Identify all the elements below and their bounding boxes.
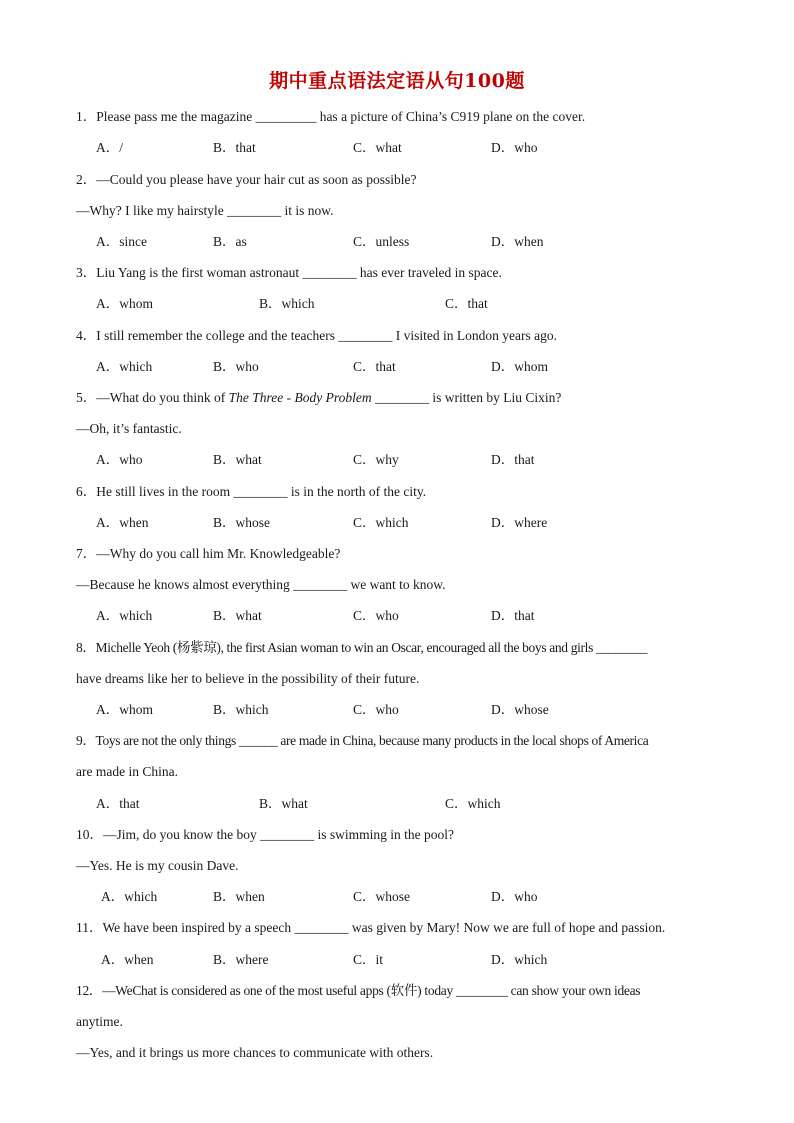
question-9-stem: 9．Toys are not the only things ______ are made in China, because many products in the local shops of America	[76, 733, 649, 748]
question-12-continued: anytime.	[76, 1014, 123, 1029]
question-7-reply: —Because he knows almost everything ________ we want to know.	[76, 577, 446, 592]
q6-option-d: D．where	[491, 515, 548, 530]
q1-option-a: A．/	[96, 140, 123, 155]
q5-stem-end: ________ is written by Liu Cixin?	[371, 390, 562, 405]
question-5-stem	[76, 389, 561, 407]
question-1-stem: 1．Please pass me the magazine _________ has a picture of China’s C919 plane on the cover.	[76, 109, 586, 124]
question-2-stem: 2．—Could you please have your hair cut as soon as possible?	[76, 172, 417, 187]
question-12-stem: 12．—WeChat is considered as one of the most useful apps (软件) today ________ can show your own ideas	[76, 983, 641, 998]
q11-option-b: B．where	[213, 952, 269, 967]
q5-book-title: The Three - Body Problem	[228, 390, 372, 405]
q5-option-c: C．why	[353, 452, 399, 467]
q6-option-b: B．whose	[213, 515, 270, 530]
q1-option-b: B．that	[213, 140, 256, 155]
question-7-stem: 7．—Why do you call him Mr. Knowledgeable?	[76, 546, 341, 561]
q8-option-a: A．whom	[96, 702, 153, 717]
question-4-stem: 4．I still remember the college and the teachers ________ I visited in London years ago.	[76, 328, 557, 343]
q5-option-d: D．that	[491, 452, 535, 467]
q4-option-d: D．whom	[491, 359, 548, 374]
q7-option-d: D．that	[491, 608, 535, 623]
q4-option-a: A．which	[96, 359, 153, 374]
q4-option-b: B．who	[213, 359, 259, 374]
q10-option-b: B．when	[213, 889, 265, 904]
question-11-stem: 11．We have been inspired by a speech ________ was given by Mary! Now we are full of hope and passion.	[76, 920, 666, 935]
q2-option-d: D．when	[491, 234, 544, 249]
q3-option-b: B．which	[259, 296, 315, 311]
q7-option-a: A．which	[96, 608, 153, 623]
q9-option-b: B．what	[259, 796, 308, 811]
q11-option-d: D．which	[491, 952, 548, 967]
q5-option-b: B．what	[213, 452, 262, 467]
q8-option-c: C．who	[353, 702, 399, 717]
q7-option-b: B．what	[213, 608, 262, 623]
q6-option-c: C．which	[353, 515, 409, 530]
q5-option-a: A．who	[96, 452, 143, 467]
q10-option-a: A．which	[101, 889, 158, 904]
page-title: 期中重点语法定语从句100题	[269, 70, 525, 92]
q1-option-d: D．who	[491, 140, 538, 155]
question-10-stem: 10．—Jim, do you know the boy ________ is swimming in the pool?	[76, 827, 454, 842]
q3-option-c: C．that	[445, 296, 488, 311]
q9-option-a: A．that	[96, 796, 140, 811]
q4-option-c: C．that	[353, 359, 396, 374]
q11-option-a: A．when	[101, 952, 154, 967]
q8-option-d: D．whose	[491, 702, 549, 717]
question-2-reply: —Why? I like my hairstyle ________ it is now.	[76, 203, 334, 218]
q1-option-c: C．what	[353, 140, 402, 155]
question-10-reply: —Yes. He is my cousin Dave.	[76, 858, 239, 873]
q9-option-c: C．which	[445, 796, 501, 811]
question-8-stem: 8．Michelle Yeoh (杨紫琼), the first Asian woman to win an Oscar, encouraged all the boys and girls ________	[76, 640, 648, 655]
question-12-reply: —Yes, and it brings us more chances to communicate with others.	[76, 1045, 434, 1060]
q2-option-b: B．as	[213, 234, 247, 249]
q2-option-a: A．since	[96, 234, 147, 249]
question-3-stem: 3．Liu Yang is the first woman astronaut ________ has ever traveled in space.	[76, 265, 502, 280]
q3-option-a: A．whom	[96, 296, 153, 311]
question-8-continued: have dreams like her to believe in the possibility of their future.	[76, 671, 420, 686]
q5-stem-start: 5．—What do you think of	[76, 390, 229, 405]
q10-option-d: D．who	[491, 889, 538, 904]
question-9-continued: are made in China.	[76, 764, 178, 779]
q10-option-c: C．whose	[353, 889, 410, 904]
question-5-reply: —Oh, it’s fantastic.	[76, 421, 182, 436]
q2-option-c: C．unless	[353, 234, 410, 249]
question-6-stem: 6．He still lives in the room ________ is in the north of the city.	[76, 484, 427, 499]
q11-option-c: C．it	[353, 952, 384, 967]
q7-option-c: C．who	[353, 608, 399, 623]
q8-option-b: B．which	[213, 702, 269, 717]
q6-option-a: A．when	[96, 515, 149, 530]
